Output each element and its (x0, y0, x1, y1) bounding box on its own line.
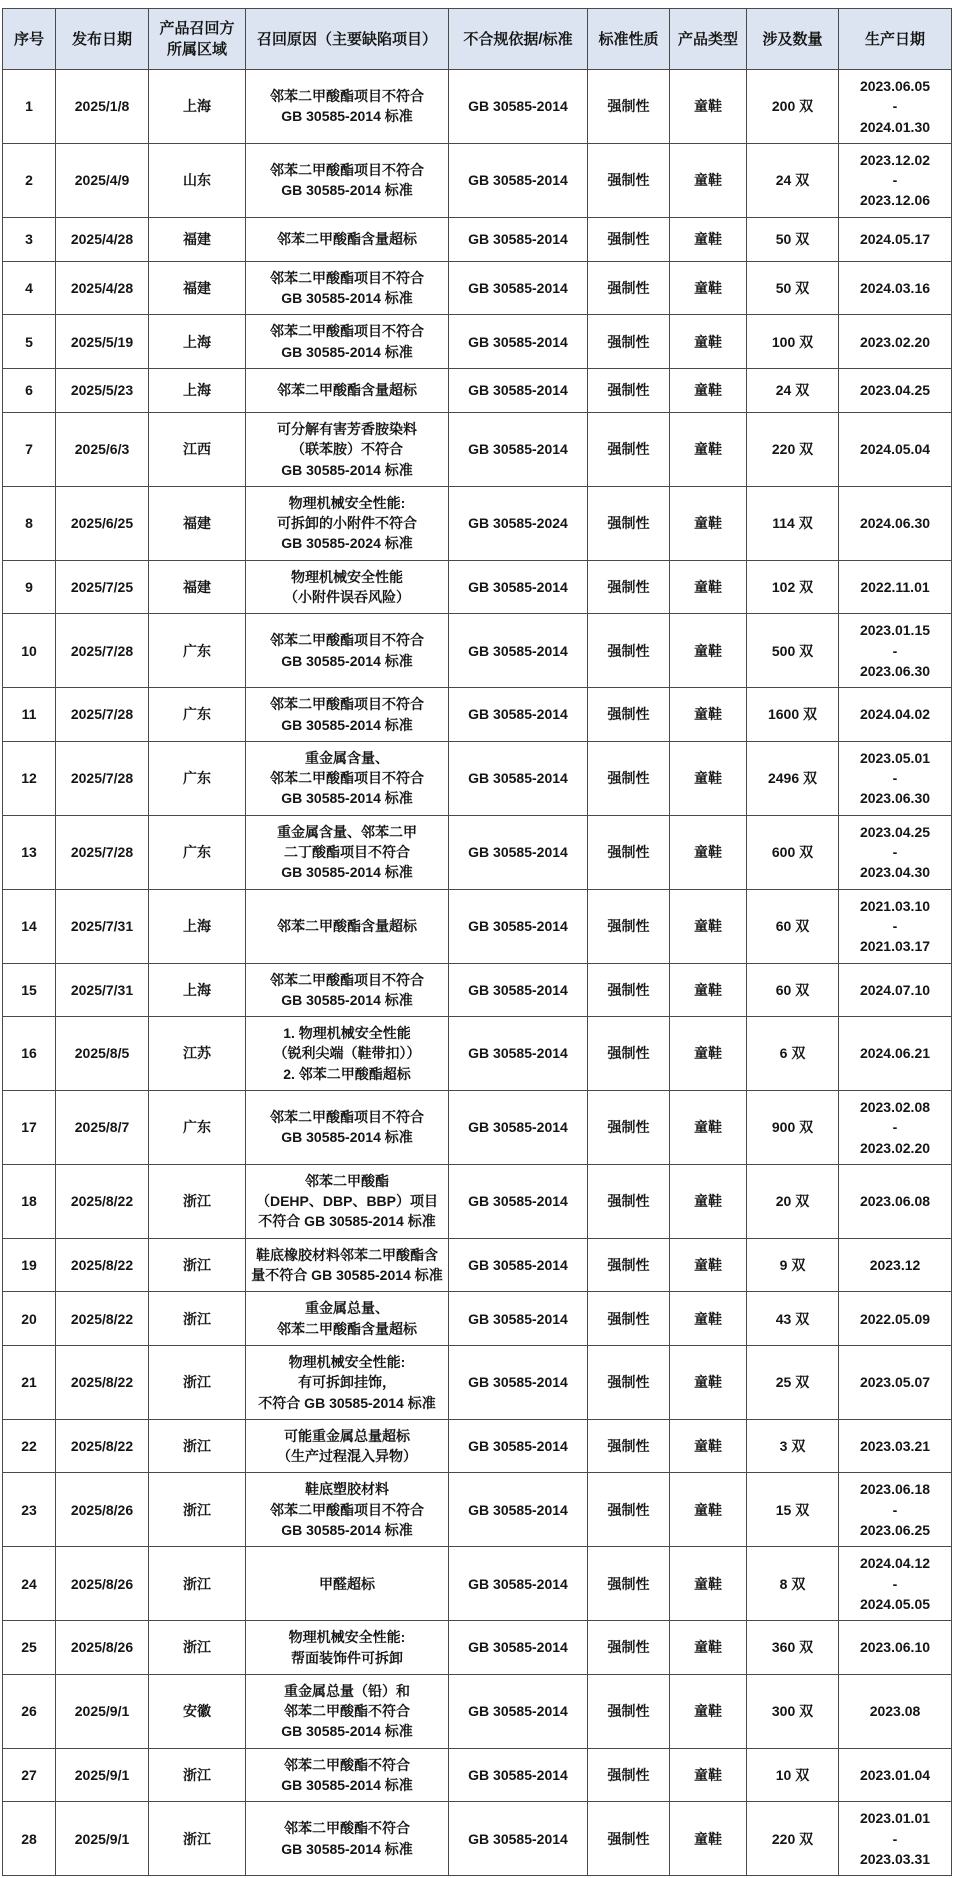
cell-quantity: 600 双 (747, 815, 839, 889)
cell-quantity: 20 双 (747, 1164, 839, 1238)
cell-product-type: 童鞋 (670, 815, 747, 889)
table-row (3, 741, 952, 815)
cell-publish-date: 2025/8/22 (56, 1419, 149, 1473)
cell-standard-basis: GB 30585-2014 (449, 1419, 588, 1473)
column-header-quantity: 涉及数量 (747, 9, 839, 70)
cell-quantity: 9 双 (747, 1238, 839, 1292)
cell-quantity: 10 双 (747, 1748, 839, 1802)
cell-standard-basis: GB 30585-2014 (449, 889, 588, 963)
table-row (3, 261, 952, 315)
cell-reason: 物理机械安全性能: 有可拆卸挂饰， 不符合 GB 30585-2014 标准 (246, 1345, 449, 1419)
cell-production-date: 2024.07.10 (839, 963, 952, 1017)
table-row (3, 963, 952, 1017)
cell-reason: 邻苯二甲酸酯项目不符合 GB 30585-2014 标准 (246, 261, 449, 315)
cell-publish-date: 2025/8/22 (56, 1164, 149, 1238)
table-row (3, 1419, 952, 1473)
cell-production-date: 2023.06.05 - 2024.01.30 (839, 70, 952, 144)
cell-standard-nature: 强制性 (588, 1090, 670, 1164)
cell-publish-date: 2025/8/5 (56, 1017, 149, 1091)
cell-production-date: 2023.12 (839, 1238, 952, 1292)
cell-standard-nature: 强制性 (588, 889, 670, 963)
cell-no: 18 (3, 1164, 56, 1238)
cell-standard-basis: GB 30585-2024 (449, 486, 588, 560)
cell-publish-date: 2025/4/28 (56, 217, 149, 261)
cell-product-type: 童鞋 (670, 1345, 747, 1419)
table-row (3, 688, 952, 742)
cell-region: 福建 (149, 560, 246, 614)
table-header (3, 9, 952, 70)
cell-standard-nature: 强制性 (588, 560, 670, 614)
cell-no: 1 (3, 70, 56, 144)
cell-region: 浙江 (149, 1419, 246, 1473)
cell-region: 浙江 (149, 1238, 246, 1292)
cell-standard-nature: 强制性 (588, 1164, 670, 1238)
cell-reason: 邻苯二甲酸酯项目不符合 GB 30585-2014 标准 (246, 688, 449, 742)
cell-publish-date: 2025/9/1 (56, 1802, 149, 1876)
cell-standard-basis: GB 30585-2014 (449, 1473, 588, 1547)
cell-region: 浙江 (149, 1748, 246, 1802)
cell-standard-basis: GB 30585-2014 (449, 217, 588, 261)
cell-reason: 邻苯二甲酸酯 （DEHP、DBP、BBP）项目 不符合 GB 30585-2014 标准 (246, 1164, 449, 1238)
cell-publish-date: 2025/1/8 (56, 70, 149, 144)
cell-publish-date: 2025/5/19 (56, 315, 149, 369)
cell-product-type: 童鞋 (670, 741, 747, 815)
cell-no: 13 (3, 815, 56, 889)
cell-reason: 邻苯二甲酸酯项目不符合 GB 30585-2014 标准 (246, 963, 449, 1017)
table-row (3, 560, 952, 614)
cell-production-date: 2024.03.16 (839, 261, 952, 315)
table-row (3, 1621, 952, 1675)
cell-quantity: 100 双 (747, 315, 839, 369)
cell-reason: 物理机械安全性能 （小附件误吞风险） (246, 560, 449, 614)
cell-no: 23 (3, 1473, 56, 1547)
cell-standard-nature: 强制性 (588, 614, 670, 688)
cell-reason: 邻苯二甲酸酯项目不符合 GB 30585-2014 标准 (246, 1090, 449, 1164)
cell-reason: 重金属含量、 邻苯二甲酸酯项目不符合 GB 30585-2014 标准 (246, 741, 449, 815)
cell-production-date: 2023.05.01 - 2023.06.30 (839, 741, 952, 815)
cell-no: 3 (3, 217, 56, 261)
cell-no: 21 (3, 1345, 56, 1419)
cell-region: 广东 (149, 815, 246, 889)
cell-quantity: 50 双 (747, 261, 839, 315)
cell-quantity: 360 双 (747, 1621, 839, 1675)
table-header-row (3, 9, 952, 70)
cell-no: 24 (3, 1547, 56, 1621)
column-header-production-date: 生产日期 (839, 9, 952, 70)
cell-standard-basis: GB 30585-2014 (449, 688, 588, 742)
table-row (3, 1547, 952, 1621)
cell-standard-basis: GB 30585-2014 (449, 1292, 588, 1346)
cell-publish-date: 2025/7/28 (56, 741, 149, 815)
cell-region: 广东 (149, 688, 246, 742)
cell-standard-nature: 强制性 (588, 963, 670, 1017)
cell-production-date: 2023.08 (839, 1674, 952, 1748)
cell-product-type: 童鞋 (670, 963, 747, 1017)
cell-standard-nature: 强制性 (588, 1345, 670, 1419)
cell-publish-date: 2025/8/22 (56, 1345, 149, 1419)
cell-standard-basis: GB 30585-2014 (449, 1345, 588, 1419)
column-header-reason: 召回原因（主要缺陷项目） (246, 9, 449, 70)
cell-reason: 可能重金属总量超标 （生产过程混入异物） (246, 1419, 449, 1473)
cell-standard-nature: 强制性 (588, 412, 670, 486)
cell-standard-nature: 强制性 (588, 368, 670, 412)
cell-standard-basis: GB 30585-2014 (449, 1547, 588, 1621)
table-row (3, 889, 952, 963)
cell-production-date: 2023.04.25 - 2023.04.30 (839, 815, 952, 889)
cell-quantity: 220 双 (747, 1802, 839, 1876)
cell-no: 14 (3, 889, 56, 963)
cell-quantity: 102 双 (747, 560, 839, 614)
table-row (3, 1017, 952, 1091)
cell-standard-basis: GB 30585-2014 (449, 1674, 588, 1748)
cell-quantity: 2496 双 (747, 741, 839, 815)
cell-product-type: 童鞋 (670, 1621, 747, 1675)
cell-no: 27 (3, 1748, 56, 1802)
cell-reason: 邻苯二甲酸酯项目不符合 GB 30585-2014 标准 (246, 70, 449, 144)
cell-publish-date: 2025/6/25 (56, 486, 149, 560)
cell-no: 26 (3, 1674, 56, 1748)
cell-product-type: 童鞋 (670, 1802, 747, 1876)
cell-quantity: 24 双 (747, 368, 839, 412)
cell-region: 浙江 (149, 1292, 246, 1346)
cell-standard-nature: 强制性 (588, 1292, 670, 1346)
cell-quantity: 200 双 (747, 70, 839, 144)
cell-production-date: 2023.06.10 (839, 1621, 952, 1675)
cell-product-type: 童鞋 (670, 70, 747, 144)
cell-region: 浙江 (149, 1547, 246, 1621)
cell-product-type: 童鞋 (670, 412, 747, 486)
cell-publish-date: 2025/8/26 (56, 1547, 149, 1621)
column-header-product-type: 产品类型 (670, 9, 747, 70)
cell-product-type: 童鞋 (670, 1473, 747, 1547)
cell-quantity: 8 双 (747, 1547, 839, 1621)
cell-product-type: 童鞋 (670, 1164, 747, 1238)
cell-region: 上海 (149, 368, 246, 412)
cell-production-date: 2023.02.20 (839, 315, 952, 369)
cell-production-date: 2023.04.25 (839, 368, 952, 412)
cell-no: 7 (3, 412, 56, 486)
table-body (3, 70, 952, 1876)
cell-publish-date: 2025/4/28 (56, 261, 149, 315)
cell-region: 浙江 (149, 1621, 246, 1675)
cell-standard-nature: 强制性 (588, 1547, 670, 1621)
cell-standard-basis: GB 30585-2014 (449, 368, 588, 412)
cell-quantity: 900 双 (747, 1090, 839, 1164)
column-header-publish-date: 发布日期 (56, 9, 149, 70)
cell-production-date: 2023.01.15 - 2023.06.30 (839, 614, 952, 688)
cell-reason: 甲醛超标 (246, 1547, 449, 1621)
cell-standard-basis: GB 30585-2014 (449, 412, 588, 486)
cell-reason: 邻苯二甲酸酯含量超标 (246, 368, 449, 412)
cell-product-type: 童鞋 (670, 486, 747, 560)
cell-publish-date: 2025/7/31 (56, 889, 149, 963)
table-row (3, 1292, 952, 1346)
cell-region: 上海 (149, 315, 246, 369)
cell-no: 11 (3, 688, 56, 742)
cell-standard-nature: 强制性 (588, 1802, 670, 1876)
cell-no: 2 (3, 143, 56, 217)
cell-publish-date: 2025/8/7 (56, 1090, 149, 1164)
cell-product-type: 童鞋 (670, 315, 747, 369)
cell-region: 福建 (149, 217, 246, 261)
table-row (3, 815, 952, 889)
cell-no: 20 (3, 1292, 56, 1346)
cell-production-date: 2024.06.21 (839, 1017, 952, 1091)
cell-reason: 物理机械安全性能: 帮面装饰件可拆卸 (246, 1621, 449, 1675)
column-header-region: 产品召回方 所属区域 (149, 9, 246, 70)
cell-no: 22 (3, 1419, 56, 1473)
cell-no: 12 (3, 741, 56, 815)
table-row (3, 1238, 952, 1292)
cell-reason: 邻苯二甲酸酯含量超标 (246, 889, 449, 963)
cell-region: 江苏 (149, 1017, 246, 1091)
cell-production-date: 2023.05.07 (839, 1345, 952, 1419)
cell-no: 19 (3, 1238, 56, 1292)
cell-publish-date: 2025/4/9 (56, 143, 149, 217)
cell-region: 广东 (149, 1090, 246, 1164)
table-row (3, 143, 952, 217)
table-row (3, 1473, 952, 1547)
cell-product-type: 童鞋 (670, 143, 747, 217)
cell-standard-basis: GB 30585-2014 (449, 1090, 588, 1164)
cell-standard-nature: 强制性 (588, 741, 670, 815)
cell-publish-date: 2025/7/31 (56, 963, 149, 1017)
cell-reason: 重金属总量、 邻苯二甲酸酯含量超标 (246, 1292, 449, 1346)
cell-publish-date: 2025/8/26 (56, 1621, 149, 1675)
cell-product-type: 童鞋 (670, 614, 747, 688)
cell-no: 17 (3, 1090, 56, 1164)
cell-production-date: 2023.06.08 (839, 1164, 952, 1238)
cell-region: 福建 (149, 261, 246, 315)
cell-reason: 邻苯二甲酸酯项目不符合 GB 30585-2014 标准 (246, 315, 449, 369)
cell-standard-basis: GB 30585-2014 (449, 1238, 588, 1292)
cell-publish-date: 2025/8/26 (56, 1473, 149, 1547)
cell-standard-basis: GB 30585-2014 (449, 1621, 588, 1675)
cell-product-type: 童鞋 (670, 217, 747, 261)
column-header-no: 序号 (3, 9, 56, 70)
cell-standard-basis: GB 30585-2014 (449, 261, 588, 315)
cell-production-date: 2023.01.01 - 2023.03.31 (839, 1802, 952, 1876)
cell-production-date: 2022.05.09 (839, 1292, 952, 1346)
table-row (3, 217, 952, 261)
cell-quantity: 15 双 (747, 1473, 839, 1547)
cell-reason: 邻苯二甲酸酯不符合 GB 30585-2014 标准 (246, 1748, 449, 1802)
cell-no: 15 (3, 963, 56, 1017)
cell-reason: 1. 物理机械安全性能 （锐利尖端（鞋带扣）） 2. 邻苯二甲酸酯超标 (246, 1017, 449, 1091)
cell-standard-nature: 强制性 (588, 261, 670, 315)
cell-production-date: 2022.11.01 (839, 560, 952, 614)
cell-standard-nature: 强制性 (588, 815, 670, 889)
cell-publish-date: 2025/7/28 (56, 614, 149, 688)
cell-reason: 邻苯二甲酸酯项目不符合 GB 30585-2014 标准 (246, 143, 449, 217)
cell-standard-basis: GB 30585-2014 (449, 1017, 588, 1091)
cell-production-date: 2024.05.17 (839, 217, 952, 261)
cell-publish-date: 2025/7/28 (56, 688, 149, 742)
cell-product-type: 童鞋 (670, 368, 747, 412)
table-row (3, 1164, 952, 1238)
cell-standard-basis: GB 30585-2014 (449, 1164, 588, 1238)
cell-product-type: 童鞋 (670, 560, 747, 614)
cell-publish-date: 2025/9/1 (56, 1748, 149, 1802)
cell-region: 浙江 (149, 1164, 246, 1238)
cell-product-type: 童鞋 (670, 1748, 747, 1802)
table-row (3, 1674, 952, 1748)
cell-quantity: 60 双 (747, 963, 839, 1017)
cell-production-date: 2023.02.08 - 2023.02.20 (839, 1090, 952, 1164)
cell-quantity: 24 双 (747, 143, 839, 217)
cell-standard-basis: GB 30585-2014 (449, 70, 588, 144)
cell-publish-date: 2025/8/22 (56, 1238, 149, 1292)
cell-standard-basis: GB 30585-2014 (449, 143, 588, 217)
table-row (3, 614, 952, 688)
cell-standard-nature: 强制性 (588, 143, 670, 217)
cell-production-date: 2024.04.12 - 2024.05.05 (839, 1547, 952, 1621)
column-header-standard-basis: 不合规依据/标准 (449, 9, 588, 70)
cell-standard-nature: 强制性 (588, 1621, 670, 1675)
cell-production-date: 2024.05.04 (839, 412, 952, 486)
table-row (3, 1802, 952, 1876)
cell-region: 山东 (149, 143, 246, 217)
cell-no: 4 (3, 261, 56, 315)
cell-reason: 鞋底塑胶材料 邻苯二甲酸酯项目不符合 GB 30585-2014 标准 (246, 1473, 449, 1547)
cell-region: 江西 (149, 412, 246, 486)
cell-production-date: 2021.03.10 - 2021.03.17 (839, 889, 952, 963)
cell-publish-date: 2025/9/1 (56, 1674, 149, 1748)
cell-region: 上海 (149, 889, 246, 963)
table-row (3, 486, 952, 560)
cell-quantity: 1600 双 (747, 688, 839, 742)
cell-product-type: 童鞋 (670, 1674, 747, 1748)
cell-standard-nature: 强制性 (588, 1473, 670, 1547)
cell-reason: 鞋底橡胶材料邻苯二甲酸酯含 量不符合 GB 30585-2014 标准 (246, 1238, 449, 1292)
cell-region: 广东 (149, 614, 246, 688)
cell-standard-nature: 强制性 (588, 1238, 670, 1292)
cell-region: 广东 (149, 741, 246, 815)
cell-standard-basis: GB 30585-2014 (449, 963, 588, 1017)
column-header-standard-nature: 标准性质 (588, 9, 670, 70)
cell-publish-date: 2025/8/22 (56, 1292, 149, 1346)
cell-standard-nature: 强制性 (588, 70, 670, 144)
cell-publish-date: 2025/7/25 (56, 560, 149, 614)
cell-region: 浙江 (149, 1473, 246, 1547)
cell-standard-basis: GB 30585-2014 (449, 614, 588, 688)
cell-production-date: 2024.06.30 (839, 486, 952, 560)
cell-product-type: 童鞋 (670, 1017, 747, 1091)
cell-reason: 邻苯二甲酸酯不符合 GB 30585-2014 标准 (246, 1802, 449, 1876)
cell-product-type: 童鞋 (670, 1547, 747, 1621)
cell-standard-basis: GB 30585-2014 (449, 315, 588, 369)
cell-reason: 物理机械安全性能: 可拆卸的小附件不符合 GB 30585-2024 标准 (246, 486, 449, 560)
table-row (3, 1748, 952, 1802)
cell-region: 福建 (149, 486, 246, 560)
cell-quantity: 25 双 (747, 1345, 839, 1419)
cell-no: 25 (3, 1621, 56, 1675)
cell-quantity: 300 双 (747, 1674, 839, 1748)
cell-reason: 可分解有害芳香胺染料 （联苯胺）不符合 GB 30585-2014 标准 (246, 412, 449, 486)
cell-no: 8 (3, 486, 56, 560)
cell-region: 上海 (149, 70, 246, 144)
cell-region: 安徽 (149, 1674, 246, 1748)
cell-quantity: 500 双 (747, 614, 839, 688)
cell-quantity: 43 双 (747, 1292, 839, 1346)
cell-quantity: 50 双 (747, 217, 839, 261)
cell-standard-basis: GB 30585-2014 (449, 741, 588, 815)
cell-product-type: 童鞋 (670, 889, 747, 963)
cell-standard-nature: 强制性 (588, 1674, 670, 1748)
cell-production-date: 2024.04.02 (839, 688, 952, 742)
cell-no: 6 (3, 368, 56, 412)
cell-publish-date: 2025/5/23 (56, 368, 149, 412)
cell-no: 9 (3, 560, 56, 614)
cell-quantity: 3 双 (747, 1419, 839, 1473)
cell-region: 浙江 (149, 1802, 246, 1876)
table-row (3, 315, 952, 369)
cell-production-date: 2023.01.04 (839, 1748, 952, 1802)
cell-quantity: 114 双 (747, 486, 839, 560)
recall-table (2, 8, 952, 1876)
table-row (3, 368, 952, 412)
cell-product-type: 童鞋 (670, 261, 747, 315)
cell-no: 16 (3, 1017, 56, 1091)
cell-reason: 邻苯二甲酸酯项目不符合 GB 30585-2014 标准 (246, 614, 449, 688)
cell-product-type: 童鞋 (670, 1419, 747, 1473)
cell-product-type: 童鞋 (670, 688, 747, 742)
table-row (3, 1090, 952, 1164)
cell-standard-nature: 强制性 (588, 1017, 670, 1091)
cell-standard-nature: 强制性 (588, 486, 670, 560)
cell-reason: 重金属含量、邻苯二甲 二丁酸酯项目不符合 GB 30585-2014 标准 (246, 815, 449, 889)
cell-region: 浙江 (149, 1345, 246, 1419)
cell-standard-basis: GB 30585-2014 (449, 1802, 588, 1876)
cell-product-type: 童鞋 (670, 1292, 747, 1346)
cell-reason: 重金属总量（铅）和 邻苯二甲酸酯不符合 GB 30585-2014 标准 (246, 1674, 449, 1748)
cell-region: 上海 (149, 963, 246, 1017)
cell-production-date: 2023.12.02 - 2023.12.06 (839, 143, 952, 217)
cell-quantity: 60 双 (747, 889, 839, 963)
cell-no: 10 (3, 614, 56, 688)
cell-reason: 邻苯二甲酸酯含量超标 (246, 217, 449, 261)
cell-standard-nature: 强制性 (588, 217, 670, 261)
cell-standard-basis: GB 30585-2014 (449, 1748, 588, 1802)
cell-production-date: 2023.03.21 (839, 1419, 952, 1473)
cell-standard-nature: 强制性 (588, 1419, 670, 1473)
table-row (3, 70, 952, 144)
cell-quantity: 6 双 (747, 1017, 839, 1091)
cell-standard-basis: GB 30585-2014 (449, 560, 588, 614)
cell-publish-date: 2025/7/28 (56, 815, 149, 889)
cell-no: 5 (3, 315, 56, 369)
cell-standard-basis: GB 30585-2014 (449, 815, 588, 889)
table-row (3, 412, 952, 486)
cell-standard-nature: 强制性 (588, 315, 670, 369)
cell-standard-nature: 强制性 (588, 688, 670, 742)
cell-publish-date: 2025/6/3 (56, 412, 149, 486)
cell-product-type: 童鞋 (670, 1090, 747, 1164)
cell-no: 28 (3, 1802, 56, 1876)
cell-quantity: 220 双 (747, 412, 839, 486)
table-row (3, 1345, 952, 1419)
cell-production-date: 2023.06.18 - 2023.06.25 (839, 1473, 952, 1547)
cell-standard-nature: 强制性 (588, 1748, 670, 1802)
cell-product-type: 童鞋 (670, 1238, 747, 1292)
